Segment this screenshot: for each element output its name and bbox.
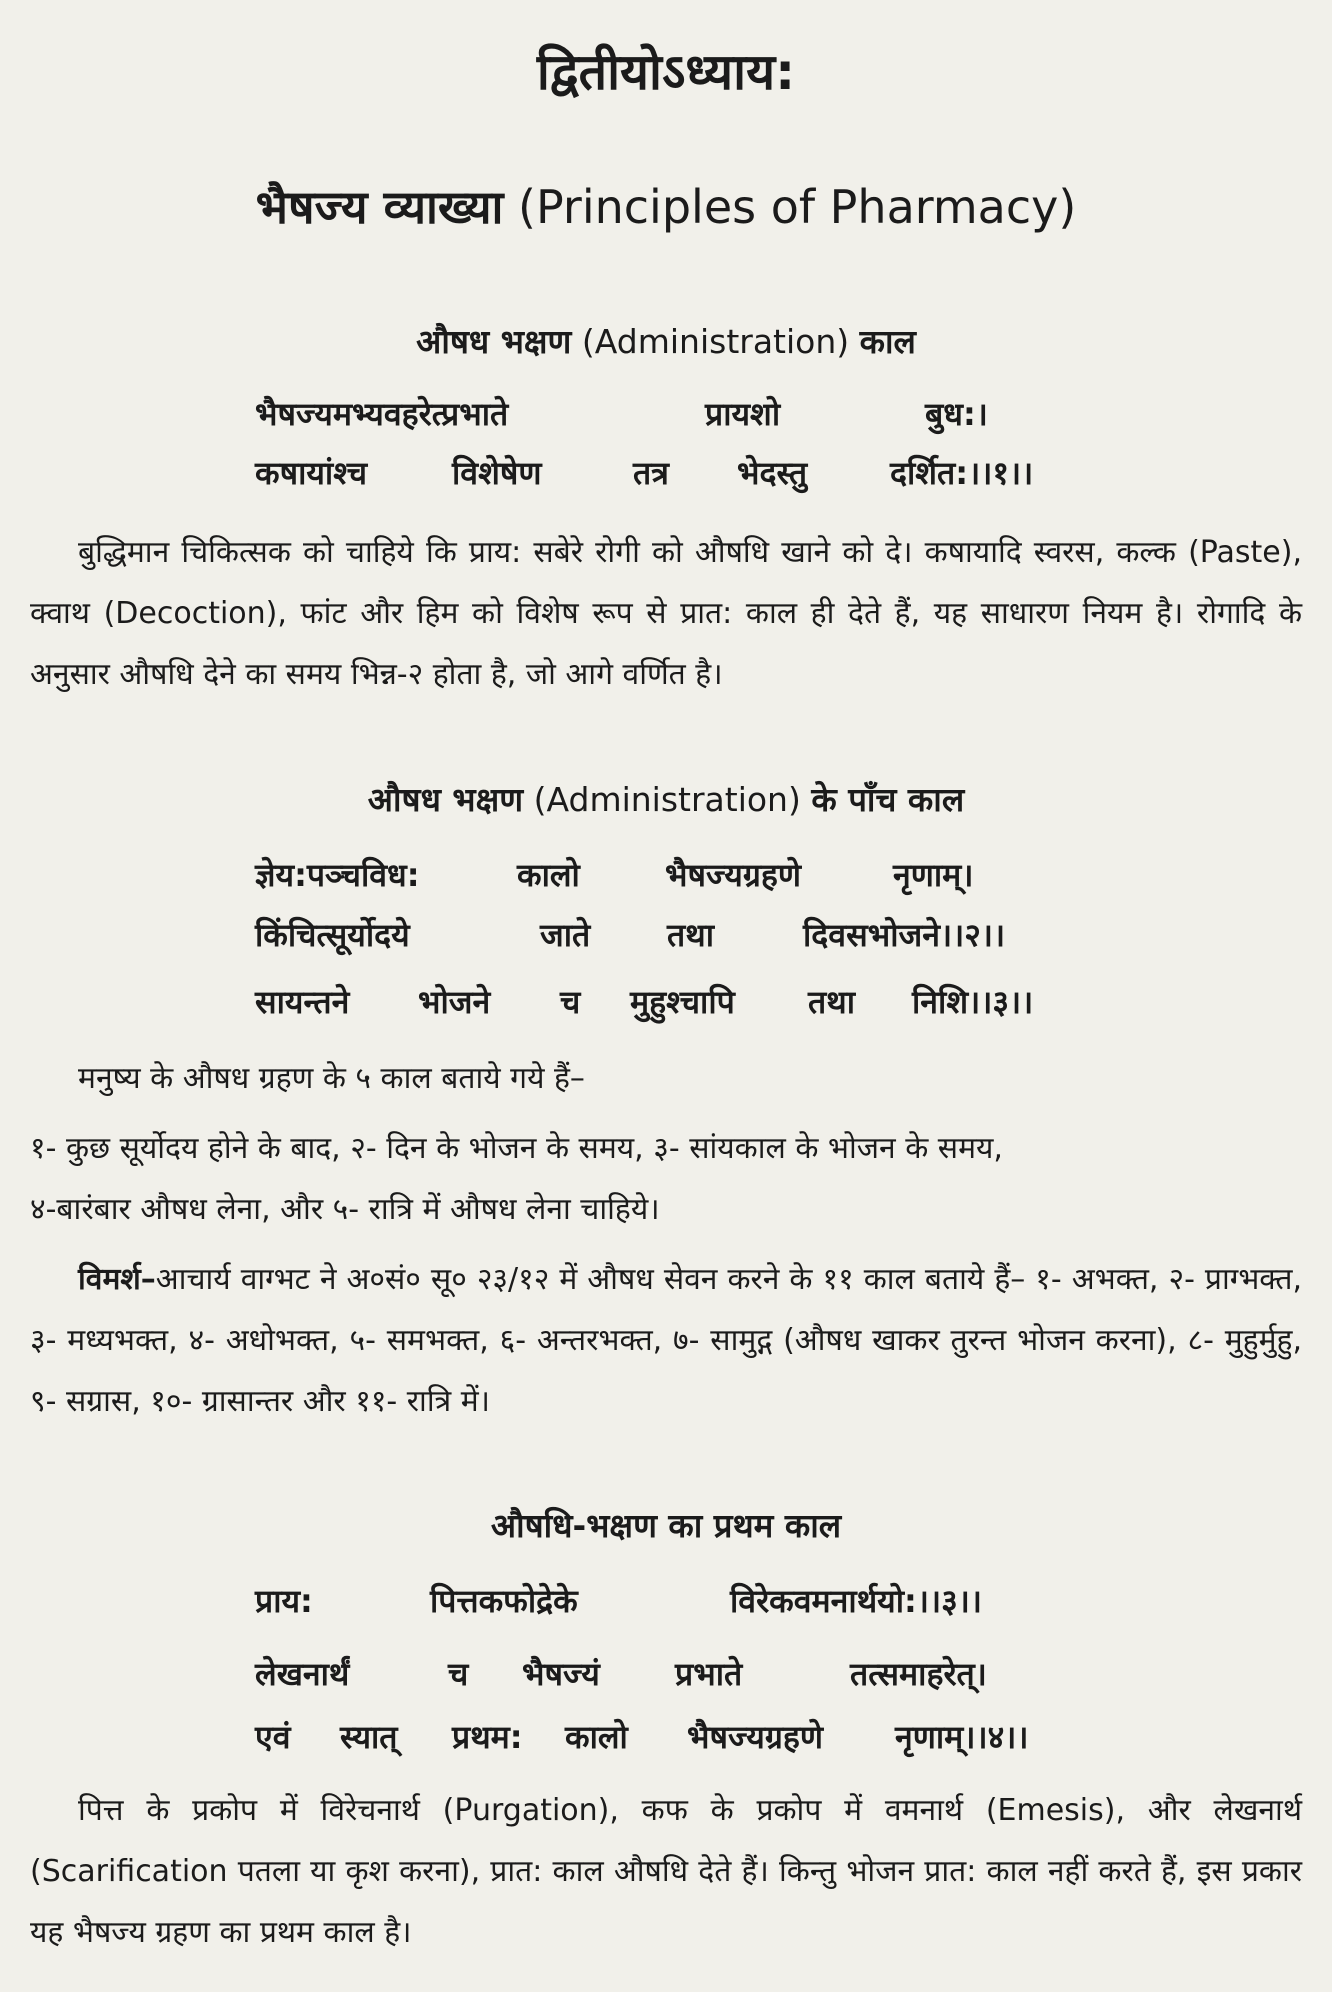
verse-word: सायन्तने (255, 983, 350, 1021)
vimarsha-paragraph (30, 1249, 1302, 1432)
verse-word: प्राय: (255, 1582, 313, 1620)
verse-word: च (448, 1655, 469, 1693)
verse-word: प्रायशो (705, 395, 781, 433)
verse-word: तथा (667, 916, 714, 954)
verse-word: लेखनार्थं (255, 1655, 350, 1693)
verse-word: कषायांश्च (255, 454, 368, 492)
section-3-heading (0, 1502, 1332, 1547)
paragraph-3: पित्त के प्रकोप में विरेचनार्थ (Purgation), कफ के प्रकोप में वमनार्थ (Emesis), और लेखनार्थ (Scarification पतला या कृश करना), प्रात: काल औषधि देते हैं। किन्तु भोजन प्रात: काल नहीं करते हैं, इस प्रकार यह भैषज्य ग्रहण का प्रथम काल है। (30, 1793, 1302, 1950)
verse-word: प्रथम: (452, 1718, 523, 1756)
paragraph-1: बुद्धिमान चिकित्सक को चाहिये कि प्राय: सबेरे रोगी को औषधि खाने को दे। कषायादि स्वरस, कल्क (Paste), क्वाथ (Decoction), फांट और हिम को विशेष रूप से प्रात: काल ही देते हैं, यह साधारण नियम है। रोगादि के अनुसार औषधि देने का समय भिन्न-२ होता है, जो आगे वर्णित है। (30, 535, 1302, 692)
intro-line: मनुष्य के औषध ग्रहण के ५ काल बताये गये हैं– (78, 1061, 585, 1096)
verse-word: भैषज्यग्रहणे (665, 856, 802, 894)
section-2-heading (0, 776, 1332, 821)
verse-word: विशेषेण (452, 454, 542, 492)
verse-word: प्रभाते (675, 1655, 743, 1693)
verse-word: कालो (517, 856, 580, 894)
verse-word: जाते (540, 916, 591, 954)
verse-word: दर्शित:।।१।। (890, 454, 1034, 492)
list-line: ४-बारंबार औषध लेना, और ५- रात्रि में औषध लेना चाहिये। (30, 1192, 660, 1227)
heading-text: औषधि-भक्षण का प्रथम काल (490, 1506, 842, 1545)
list-line: १- कुछ सूर्योदय होने के बाद, २- दिन के भोजन के समय, ३- सांयकाल के भोजन के समय, (30, 1131, 1003, 1166)
verse-word: दिवसभोजने।।२।। (803, 916, 1006, 954)
verse-word: ज्ञेय:पञ्चविध: (255, 856, 420, 894)
verse-word: भैषज्यमभ्यवहरेत्प्रभाते (255, 395, 509, 433)
chapter-title: द्वितीयोऽध्याय: (536, 43, 796, 101)
verse-word: च (560, 983, 581, 1021)
verse-word: एवं (255, 1718, 291, 1756)
heading-text: औषध भक्षण (416, 322, 572, 361)
verse-word: स्यात् (340, 1718, 398, 1756)
verse-word: निशि।।३।। (912, 983, 1034, 1021)
heading-text: औषध भक्षण (367, 780, 524, 819)
verse-word: तत्समाहरेत्। (850, 1655, 987, 1693)
section-title-english: (Principles of Pharmacy) (518, 180, 1077, 234)
heading-text: के पाँच काल (811, 780, 965, 819)
verse-word: तथा (808, 983, 855, 1021)
heading-english: (Administration) (581, 322, 850, 361)
heading-text: काल (859, 322, 916, 361)
section-1-heading (0, 318, 1332, 363)
verse-word: पित्तकफोद्रेके (430, 1582, 578, 1620)
section-title-hindi: भैषज्य व्याख्या (255, 180, 504, 234)
verse-word: विरेकवमनार्थयो:।।३।। (730, 1582, 982, 1620)
verse-word: भेदस्तु (737, 454, 808, 492)
verse-word: बुध:। (925, 395, 988, 433)
verse-word: भोजने (418, 983, 491, 1021)
verse-word: मुहुश्चापि (630, 983, 735, 1021)
verse-word: नृणाम्।।४।। (895, 1718, 1029, 1756)
vimarsha-text: आचार्य वाग्भट ने अ०सं० सू० २३/१२ में औषध सेवन करने के ११ काल बताये हैं– १- अभक्त, २- प्राग्भक्त, ३- मध्यभक्त, ४- अधोभक्त, ५- समभक्त, ६- अन्तरभक्त, ७- सामुद्ग (औषध खाकर तुरन्त भोजन करना), ८- मुहुर्मुहु, ९- सग्रास, १०- ग्रासान्तर और ११- रात्रि में। (30, 1262, 1302, 1419)
verse-word: नृणाम्। (893, 856, 974, 894)
verse-word: भैषज्यं (522, 1655, 600, 1693)
vimarsha-label: विमर्श– (78, 1262, 156, 1297)
verse-word: तत्र (633, 454, 669, 492)
section-title (0, 175, 1332, 237)
verse-word: भैषज्यग्रहणे (687, 1718, 824, 1756)
verse-word: कालो (565, 1718, 628, 1756)
verse-word: किंचित्सूर्योदये (255, 916, 410, 954)
heading-english: (Administration) (533, 780, 801, 819)
